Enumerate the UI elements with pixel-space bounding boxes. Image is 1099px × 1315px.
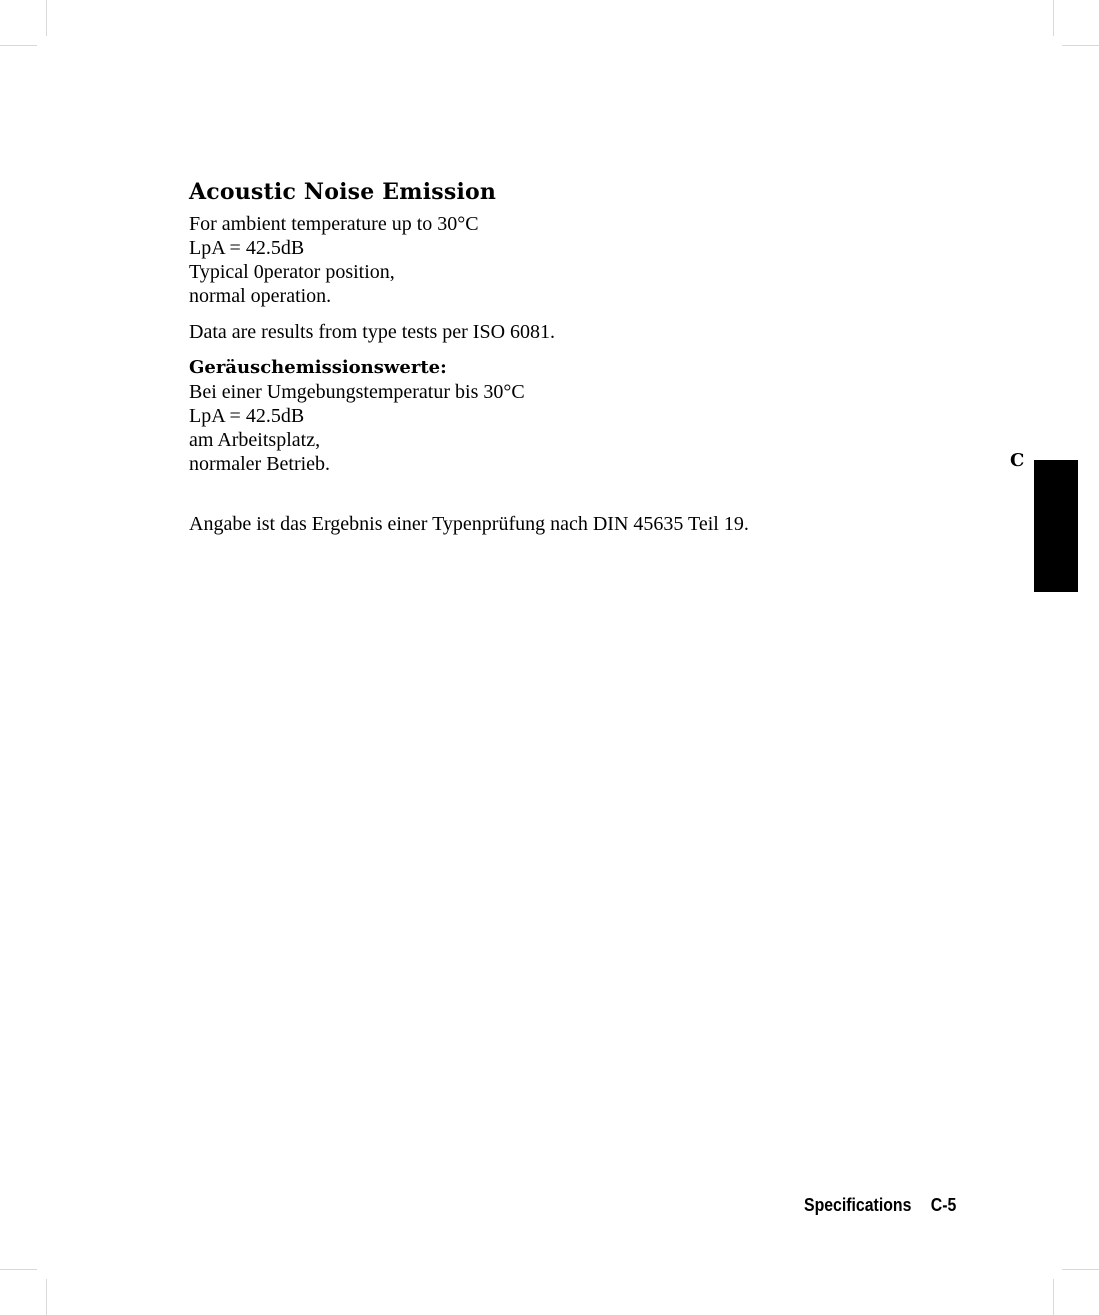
page-content	[189, 176, 949, 536]
english-line: LpA = 42.5dB	[189, 237, 305, 259]
page-footer	[804, 1193, 956, 1217]
crop-mark	[0, 1269, 37, 1270]
german-note: Angabe ist das Ergebnis einer Typenprüfung nach DIN 45635 Teil 19.	[189, 513, 749, 535]
english-note: Data are results from type tests per ISO 6081.	[189, 321, 556, 343]
appendix-thumb-tab	[1034, 460, 1078, 592]
english-block	[189, 212, 949, 308]
german-line: Bei einer Umgebungstemperatur bis 30°C	[189, 381, 525, 403]
crop-mark	[1062, 1269, 1099, 1270]
crop-mark	[1053, 1279, 1054, 1315]
crop-mark	[1053, 0, 1054, 36]
appendix-tab-letter: C	[1010, 450, 1025, 471]
english-line: Typical 0perator position,	[189, 261, 395, 283]
german-block	[189, 380, 949, 476]
german-heading: Geräuschemissionswerte:	[189, 357, 447, 378]
german-line: LpA = 42.5dB	[189, 405, 305, 427]
english-line: normal operation.	[189, 285, 332, 307]
crop-mark	[46, 0, 47, 36]
german-line: am Arbeitsplatz,	[189, 429, 321, 451]
section-title: Acoustic Noise Emission	[189, 179, 497, 205]
crop-mark	[0, 45, 37, 46]
english-line: For ambient temperature up to 30°C	[189, 213, 479, 235]
crop-mark	[46, 1279, 47, 1315]
footer-page-number: C-5	[930, 1195, 957, 1215]
german-line: normaler Betrieb.	[189, 453, 331, 475]
crop-mark	[1062, 45, 1099, 46]
footer-section-name: Specifications	[804, 1195, 912, 1215]
